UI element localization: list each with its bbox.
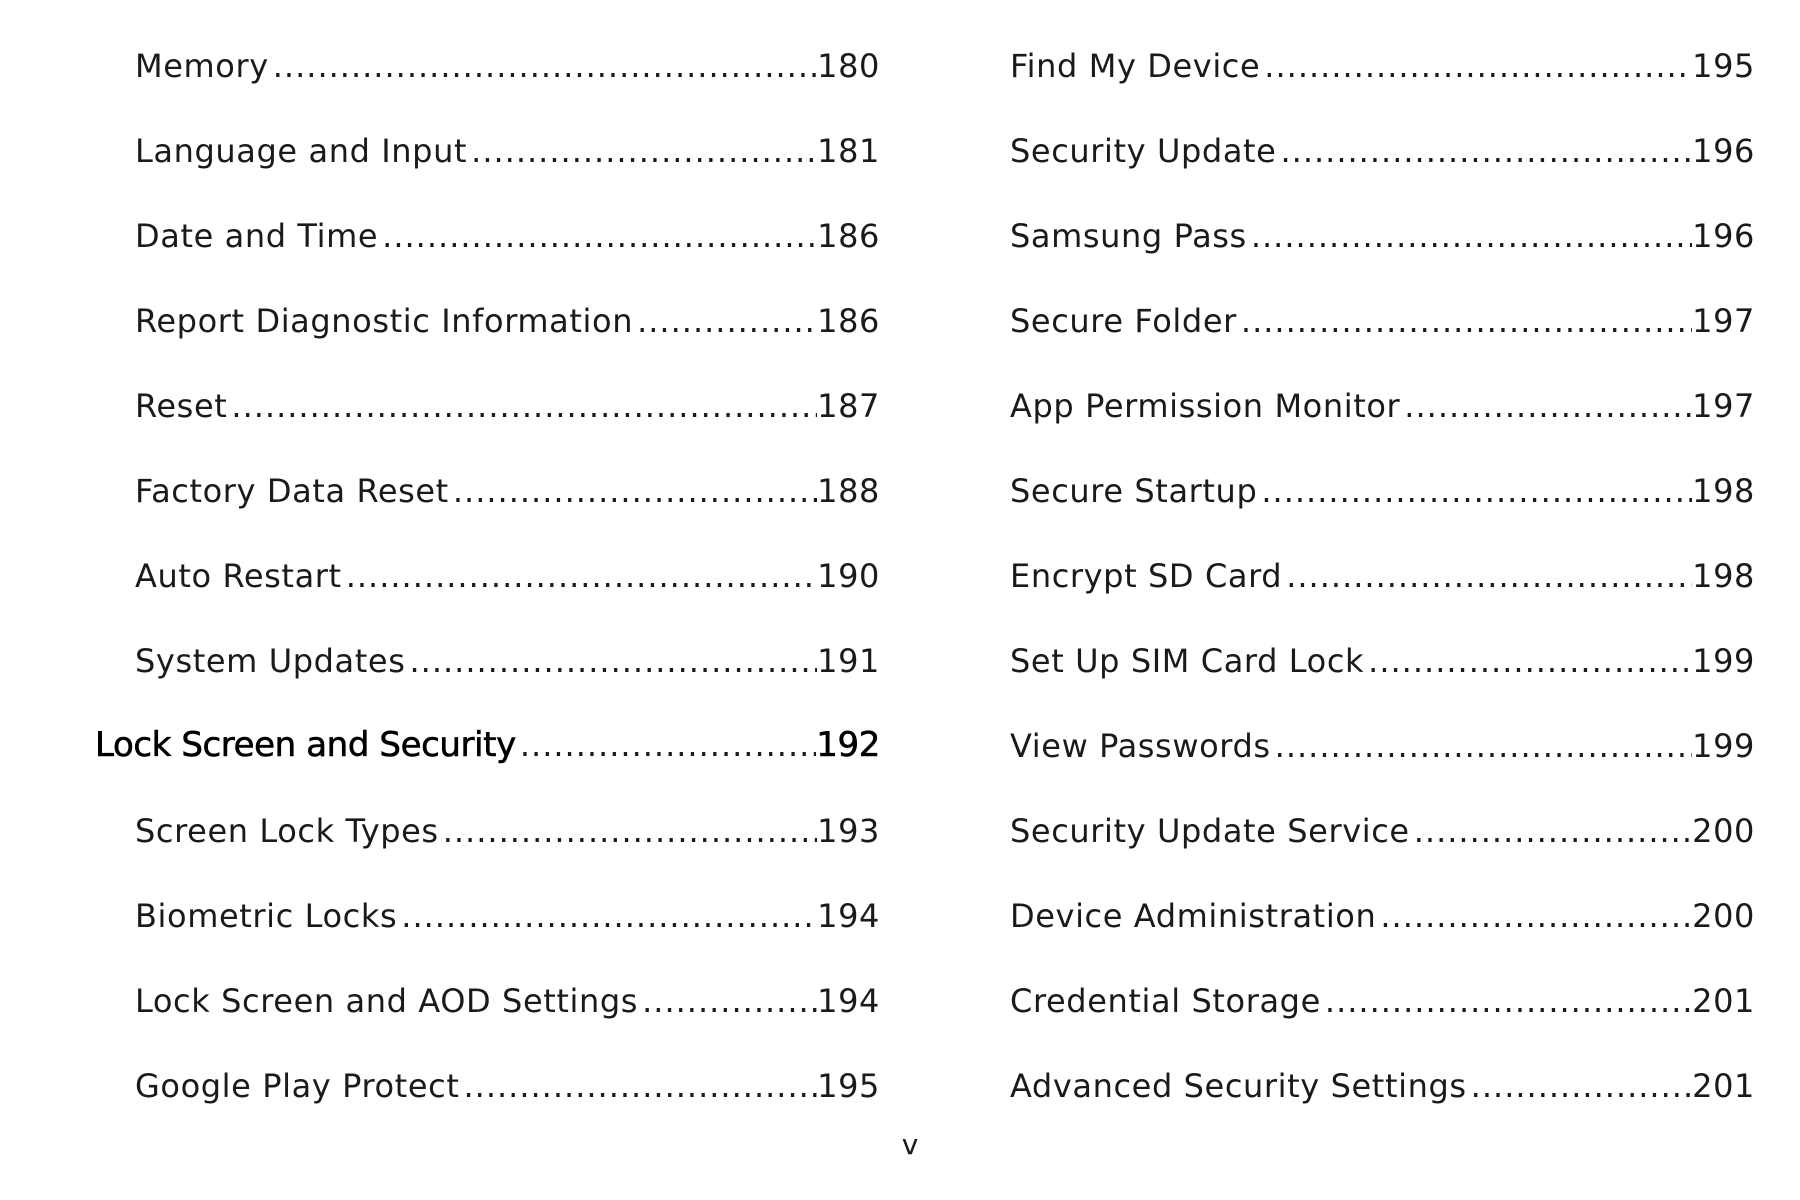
toc-entry-page: 186: [817, 302, 880, 340]
toc-entry-date-and-time[interactable]: [135, 216, 880, 256]
toc-entry-page: 180: [817, 47, 880, 85]
toc-heading-title: Lock Screen and Security: [95, 725, 516, 765]
toc-entry-page: 199: [1692, 642, 1755, 680]
toc-entry-security-update[interactable]: [1010, 131, 1755, 171]
dot-leader: [1404, 386, 1692, 426]
toc-entry-report-diagnostic-information[interactable]: [135, 301, 880, 341]
toc-entry-title: Security Update Service: [1010, 812, 1410, 850]
dot-leader: [453, 471, 817, 511]
toc-entry-title: Encrypt SD Card: [1010, 557, 1283, 595]
toc-entry-title: Find My Device: [1010, 47, 1261, 85]
dot-leader: [1368, 641, 1692, 681]
toc-entry-samsung-pass[interactable]: [1010, 216, 1755, 256]
toc-heading-lock-screen-and-security[interactable]: [95, 725, 880, 765]
dot-leader: [346, 556, 817, 596]
toc-entry-view-passwords[interactable]: [1010, 726, 1755, 766]
dot-leader: [1251, 216, 1692, 256]
dot-leader: [1280, 131, 1692, 171]
toc-entry-page: 195: [1692, 47, 1755, 85]
dot-leader: [1241, 301, 1692, 341]
toc-entry-title: Date and Time: [135, 217, 379, 255]
toc-entry-page: 188: [817, 472, 880, 510]
toc-entry-factory-data-reset[interactable]: [135, 471, 880, 511]
toc-entry-title: Google Play Protect: [135, 1067, 460, 1105]
toc-entry-page: 200: [1692, 897, 1755, 935]
toc-entry-title: Language and Input: [135, 132, 468, 170]
toc-entry-secure-startup[interactable]: [1010, 471, 1755, 511]
dot-leader: [443, 811, 817, 851]
toc-entry-page: 197: [1692, 387, 1755, 425]
toc-entry-title: Reset: [135, 387, 228, 425]
toc-entry-page: 196: [1692, 217, 1755, 255]
toc-entry-title: Factory Data Reset: [135, 472, 449, 510]
toc-entry-page: 194: [817, 982, 880, 1020]
toc-entry-page: 181: [817, 132, 880, 170]
toc-entry-title: Lock Screen and AOD Settings: [135, 982, 639, 1020]
dot-leader: [1286, 556, 1692, 596]
dot-leader: [1275, 726, 1692, 766]
dot-leader: [1264, 46, 1692, 86]
toc-entry-title: System Updates: [135, 642, 406, 680]
toc-entry-language-and-input[interactable]: [135, 131, 880, 171]
toc-entry-title: App Permission Monitor: [1010, 387, 1401, 425]
toc-entry-encrypt-sd-card[interactable]: [1010, 556, 1755, 596]
toc-entry-app-permission-monitor[interactable]: [1010, 386, 1755, 426]
toc-entry-title: Biometric Locks: [135, 897, 398, 935]
dot-leader: [1471, 1066, 1692, 1106]
toc-entry-title: Credential Storage: [1010, 982, 1321, 1020]
dot-leader: [231, 386, 817, 426]
toc-entry-title: Security Update: [1010, 132, 1277, 170]
dot-leader: [642, 981, 817, 1021]
toc-entry-system-updates[interactable]: [135, 641, 880, 681]
toc-entry-page: 191: [817, 642, 880, 680]
dot-leader: [1261, 471, 1692, 511]
toc-entry-page: 198: [1692, 472, 1755, 510]
toc-entry-device-administration[interactable]: [1010, 896, 1755, 936]
toc-entry-page: 201: [1692, 1067, 1755, 1105]
toc-entry-page: 195: [817, 1067, 880, 1105]
toc-entry-title: View Passwords: [1010, 727, 1271, 765]
toc-entry-title: Memory: [135, 47, 269, 85]
toc-entry-title: Screen Lock Types: [135, 812, 439, 850]
toc-entry-title: Set Up SIM Card Lock: [1010, 642, 1365, 680]
toc-entry-set-up-sim-card-lock[interactable]: [1010, 641, 1755, 681]
dot-leader: [273, 46, 817, 86]
toc-entry-title: Samsung Pass: [1010, 217, 1247, 255]
toc-entry-page: 199: [1692, 727, 1755, 765]
toc-entry-credential-storage[interactable]: [1010, 981, 1755, 1021]
toc-entry-title: Secure Startup: [1010, 472, 1258, 510]
toc-entry-title: Advanced Security Settings: [1010, 1067, 1467, 1105]
toc-entry-page: 198: [1692, 557, 1755, 595]
toc-entry-page: 194: [817, 897, 880, 935]
dot-leader: [471, 131, 817, 171]
toc-entry-lock-screen-and-aod-settings[interactable]: [135, 981, 880, 1021]
toc-entry-page: 193: [817, 812, 880, 850]
toc-entry-advanced-security-settings[interactable]: [1010, 1066, 1755, 1106]
toc-entry-secure-folder[interactable]: [1010, 301, 1755, 341]
toc-entry-title: Auto Restart: [135, 557, 342, 595]
toc-entry-auto-restart[interactable]: [135, 556, 880, 596]
dot-leader: [520, 725, 816, 765]
dot-leader: [382, 216, 817, 256]
dot-leader: [401, 896, 817, 936]
dot-leader: [637, 301, 817, 341]
toc-entry-screen-lock-types[interactable]: [135, 811, 880, 851]
toc-entry-page: 197: [1692, 302, 1755, 340]
dot-leader: [409, 641, 817, 681]
toc-entry-reset[interactable]: [135, 386, 880, 426]
toc-entry-google-play-protect[interactable]: [135, 1066, 880, 1106]
toc-entry-title: Report Diagnostic Information: [135, 302, 634, 340]
toc-heading-page: 192: [816, 725, 880, 765]
toc-entry-page: 196: [1692, 132, 1755, 170]
toc-entry-page: 186: [817, 217, 880, 255]
dot-leader: [1414, 811, 1692, 851]
page-number: v: [901, 1128, 919, 1161]
dot-leader: [1325, 981, 1692, 1021]
toc-entry-memory[interactable]: [135, 46, 880, 86]
toc-entry-security-update-service[interactable]: [1010, 811, 1755, 851]
toc-entry-biometric-locks[interactable]: [135, 896, 880, 936]
toc-entry-title: Device Administration: [1010, 897, 1377, 935]
toc-entry-page: 201: [1692, 982, 1755, 1020]
toc-entry-title: Secure Folder: [1010, 302, 1237, 340]
toc-entry-page: 190: [817, 557, 880, 595]
toc-entry-page: 200: [1692, 812, 1755, 850]
toc-entry-find-my-device[interactable]: [1010, 46, 1755, 86]
toc-entry-page: 187: [817, 387, 880, 425]
dot-leader: [463, 1066, 817, 1106]
dot-leader: [1380, 896, 1692, 936]
